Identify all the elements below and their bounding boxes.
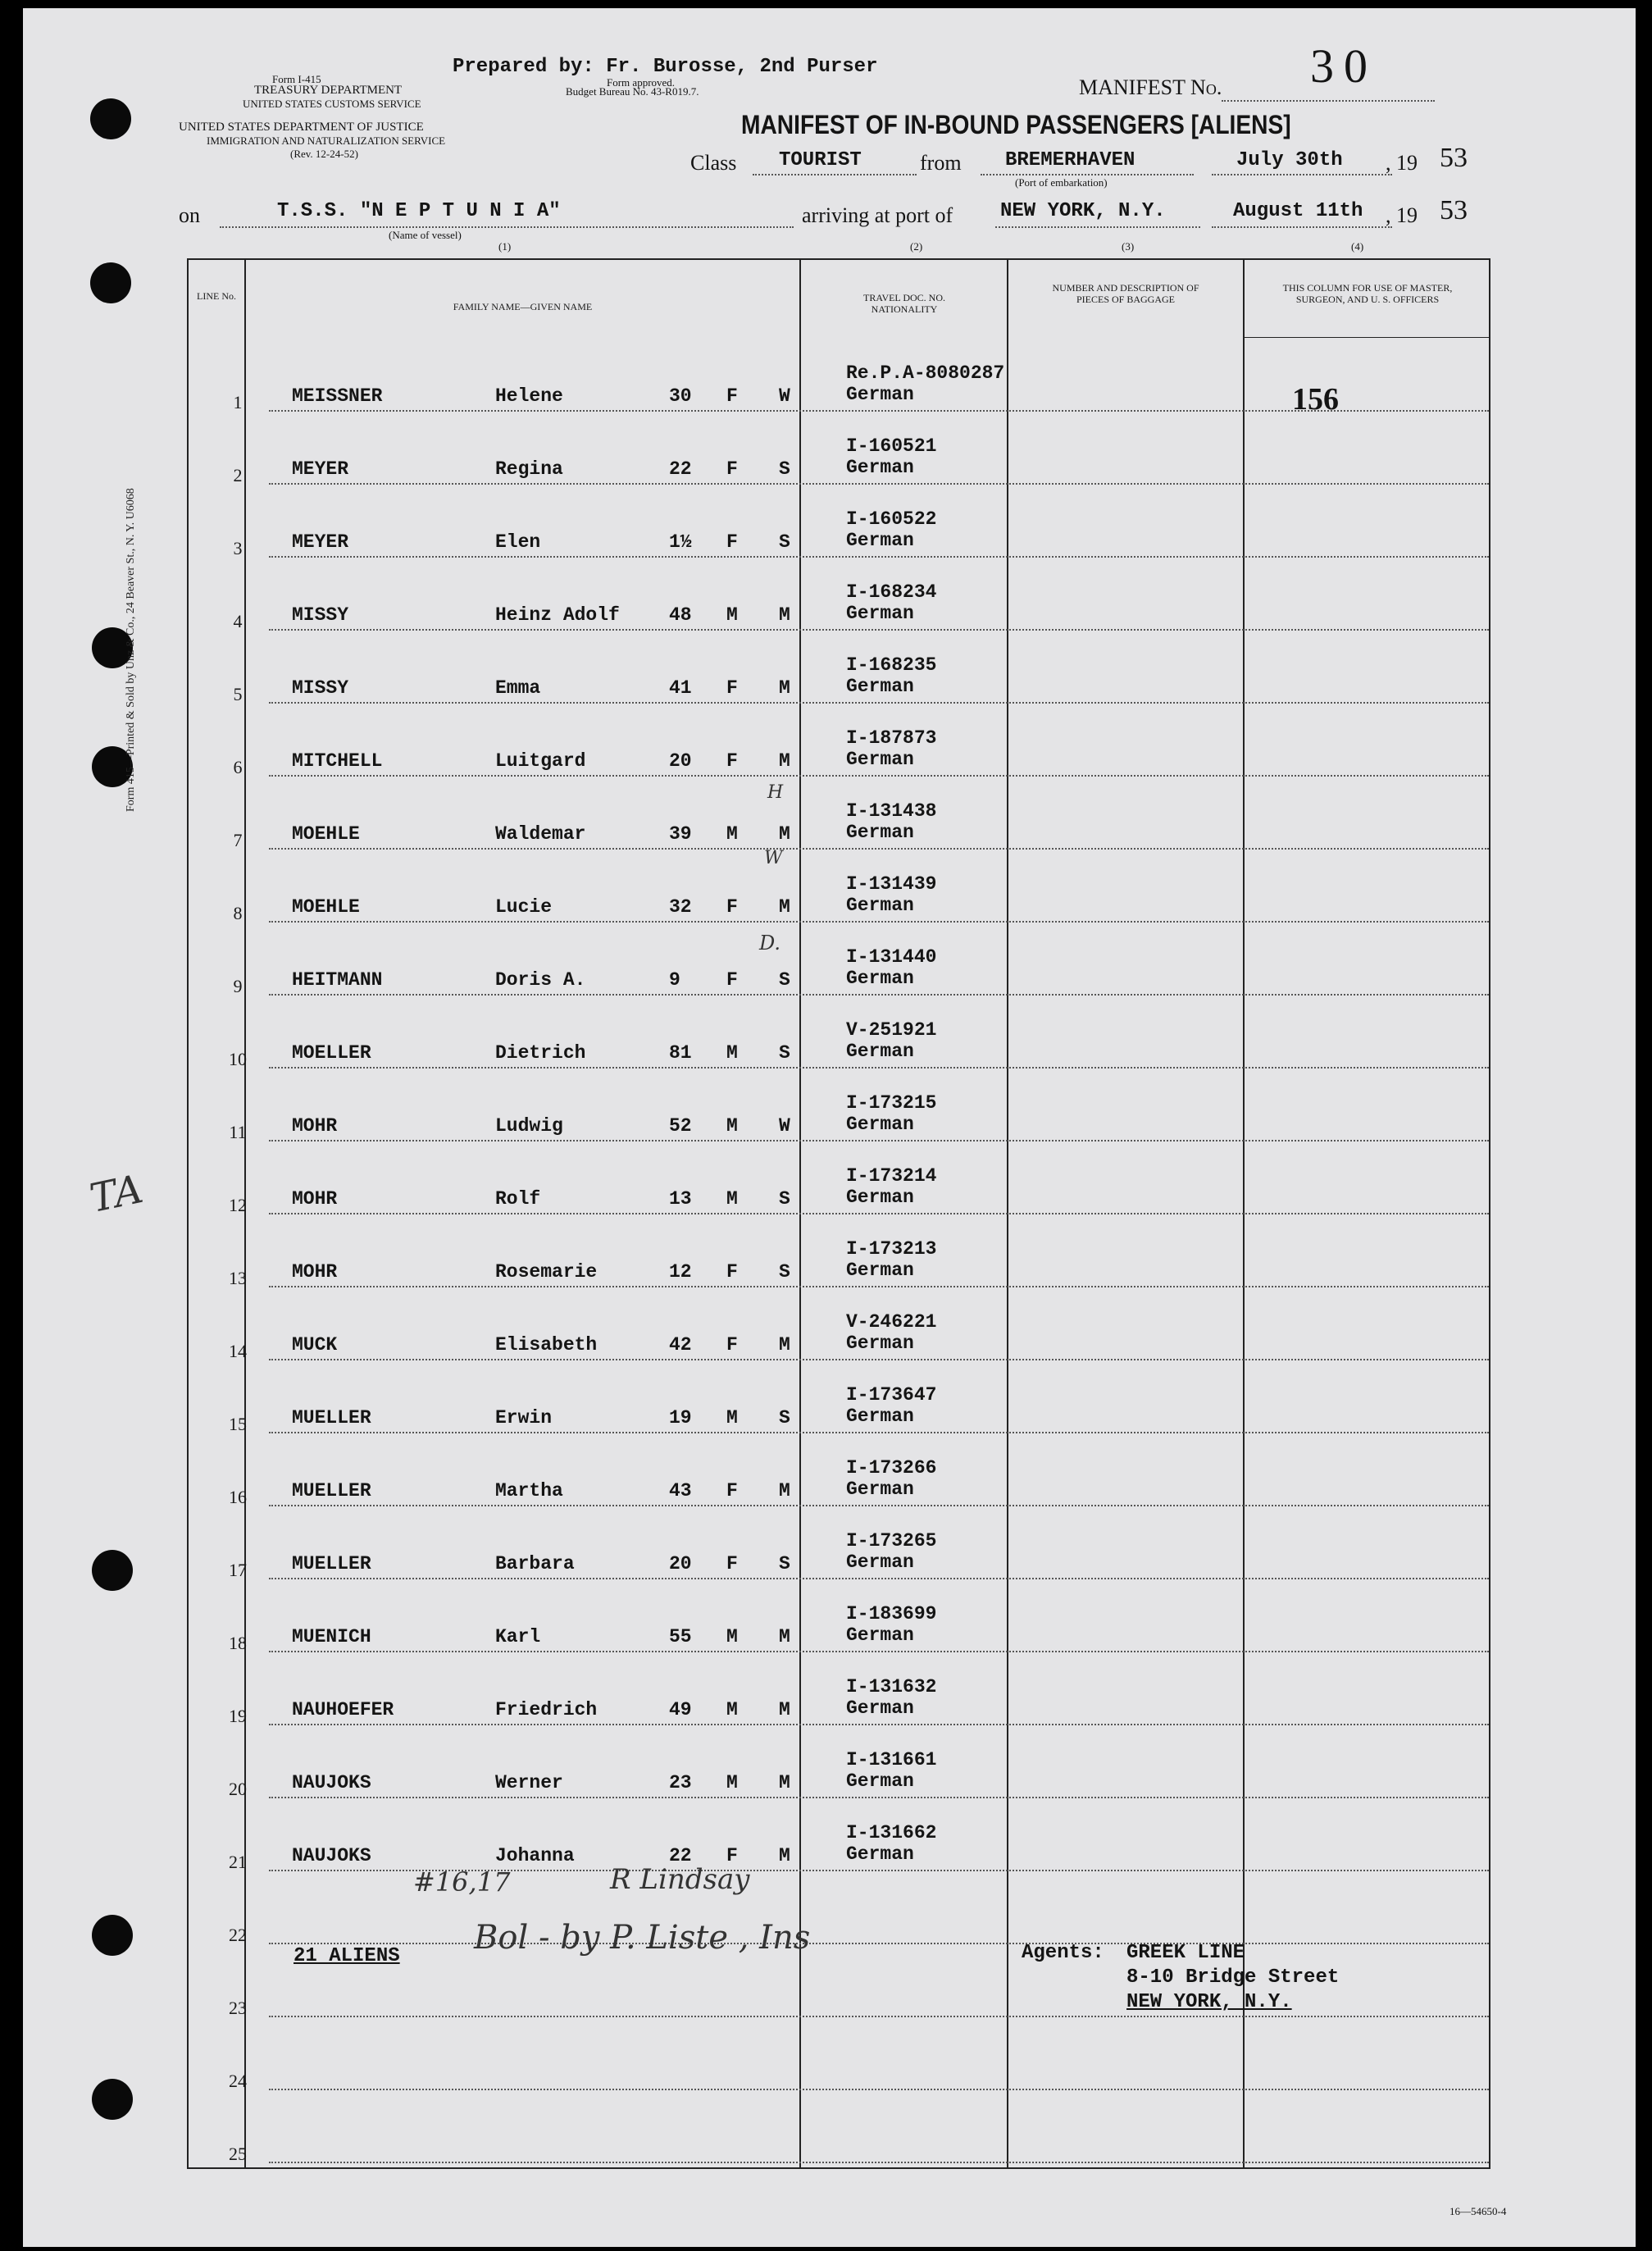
line-number: 8	[233, 903, 243, 923]
col-header-travel-doc: TRAVEL DOC. NO. NATIONALITY	[862, 292, 945, 315]
age: 32	[669, 896, 692, 918]
budget-bureau: Budget Bureau No. 43-R019.7.	[566, 85, 699, 98]
given-name: Helene	[495, 385, 563, 407]
marital-status: M	[779, 896, 790, 918]
sex: M	[726, 1626, 738, 1647]
line-number: 15	[229, 1414, 247, 1434]
line-number: 24	[229, 2071, 247, 2091]
prepared-by: Prepared by: Fr. Burosse, 2nd Purser	[453, 56, 878, 78]
class-value: TOURIST	[779, 149, 862, 171]
from-value: BREMERHAVEN	[1005, 149, 1135, 171]
line-number: 1	[233, 392, 243, 412]
handwritten-signature-1: R Lindsay	[610, 1863, 750, 1896]
nationality: German	[846, 822, 914, 843]
line-number: 14	[229, 1341, 247, 1361]
sex: M	[726, 1407, 738, 1429]
line-number: 18	[229, 1633, 247, 1653]
given-name: Dietrich	[495, 1042, 586, 1064]
marital-status: M	[779, 1772, 790, 1793]
age: 22	[669, 1845, 692, 1866]
sex: F	[726, 1553, 738, 1574]
travel-doc-no: I-173266	[846, 1457, 937, 1479]
sex: M	[726, 1699, 738, 1720]
marital-status: S	[779, 1042, 790, 1064]
family-name: MOHR	[292, 1115, 338, 1137]
justice-dept: UNITED STATES DEPARTMENT OF JUSTICE	[179, 121, 424, 134]
row-rule	[269, 775, 1489, 777]
nationality: German	[846, 1697, 914, 1719]
vessel-col-num: (1)	[498, 240, 512, 253]
given-name: Luitgard	[495, 750, 586, 772]
vessel-name: T.S.S. "N E P T U N I A"	[277, 200, 561, 222]
marital-status: M	[779, 1699, 790, 1720]
nationality: German	[846, 1114, 914, 1135]
arrival-port: NEW YORK, N.Y.	[1000, 200, 1166, 222]
marital-status: S	[779, 458, 790, 480]
age: 20	[669, 750, 692, 772]
family-mark-h: H	[767, 782, 784, 803]
manifest-page	[23, 8, 1636, 2247]
row-rule	[269, 848, 1489, 850]
marital-status: M	[779, 1480, 790, 1501]
given-name: Ludwig	[495, 1115, 563, 1137]
age: 39	[669, 823, 692, 845]
arrival-date-line	[1212, 226, 1392, 228]
given-name: Barbara	[495, 1553, 575, 1574]
age: 23	[669, 1772, 692, 1793]
ins: IMMIGRATION AND NATURALIZATION SERVICE	[207, 134, 446, 147]
family-name: NAUHOEFER	[292, 1699, 394, 1720]
sex: M	[726, 1042, 738, 1064]
family-name: MOEHLE	[292, 896, 360, 918]
age: 42	[669, 1334, 692, 1356]
agents-label: Agents:	[1022, 1942, 1104, 1964]
row-rule	[269, 994, 1489, 996]
manifest-no-line	[1222, 100, 1435, 102]
travel-doc-no: I-131438	[846, 800, 937, 822]
manifest-title: MANIFEST OF IN-BOUND PASSENGERS [ALIENS]	[741, 110, 1291, 139]
line-number: 19	[229, 1706, 247, 1726]
family-name: MITCHELL	[292, 750, 383, 772]
port-caption: (Port of embarkation)	[1015, 176, 1108, 189]
age: 55	[669, 1626, 692, 1647]
family-name: MISSY	[292, 677, 349, 699]
sex: M	[726, 604, 738, 626]
given-name: Rosemarie	[495, 1261, 598, 1283]
marital-status: S	[779, 1188, 790, 1210]
row-rule	[269, 2016, 1489, 2017]
age: 52	[669, 1115, 692, 1137]
nationality: German	[846, 1843, 914, 1865]
travel-doc-no: I-173215	[846, 1092, 937, 1114]
departure-date: July 30th	[1236, 149, 1343, 171]
given-name: Friedrich	[495, 1699, 598, 1720]
family-name: MUELLER	[292, 1553, 371, 1574]
marital-status: W	[779, 1115, 790, 1137]
side-initials: TA	[85, 1165, 148, 1223]
col2-num: (2)	[910, 240, 923, 253]
marital-status: S	[779, 531, 790, 553]
marital-status: S	[779, 969, 790, 991]
given-name: Waldemar	[495, 823, 586, 845]
sex: F	[726, 896, 738, 918]
travel-doc-no: I-173214	[846, 1165, 937, 1187]
row-rule	[269, 1432, 1489, 1433]
row-rule	[269, 1578, 1489, 1579]
on-label: on	[179, 203, 200, 227]
treasury-dept: TREASURY DEPARTMENT	[254, 84, 403, 97]
age: 12	[669, 1261, 692, 1283]
marital-status: M	[779, 823, 790, 845]
marital-status: M	[779, 1626, 790, 1647]
col4-num: (4)	[1351, 240, 1364, 253]
marital-status: M	[779, 750, 790, 772]
family-name: MOELLER	[292, 1042, 371, 1064]
sex: F	[726, 1845, 738, 1866]
given-name: Erwin	[495, 1407, 553, 1429]
given-name: Rolf	[495, 1188, 541, 1210]
row-rule	[269, 1797, 1489, 1798]
line-number: 7	[233, 830, 243, 850]
family-name: HEITMANN	[292, 969, 383, 991]
travel-doc-no: I-173647	[846, 1384, 937, 1406]
row-rule	[269, 1286, 1489, 1287]
age: 20	[669, 1553, 692, 1574]
age: 19	[669, 1407, 692, 1429]
travel-doc-no: I-168235	[846, 654, 937, 676]
nationality: German	[846, 1624, 914, 1646]
nationality: German	[846, 749, 914, 770]
line-number: 16	[229, 1487, 247, 1507]
age: 1½	[669, 531, 692, 553]
sex: M	[726, 823, 738, 845]
nationality: German	[846, 1479, 914, 1500]
row-rule	[269, 1943, 1489, 1944]
family-name: MISSY	[292, 604, 349, 626]
row-rule	[269, 629, 1489, 631]
line-number: 25	[229, 2144, 247, 2164]
nationality: German	[846, 1552, 914, 1573]
age: 13	[669, 1188, 692, 1210]
travel-doc-no: I-131661	[846, 1749, 937, 1770]
travel-doc-no: V-251921	[846, 1019, 937, 1041]
given-name: Karl	[495, 1626, 541, 1647]
family-name: NAUJOKS	[292, 1845, 371, 1866]
travel-doc-no: I-183699	[846, 1603, 937, 1624]
handwritten-signature-2: Bol - by P. Liste , Ins	[474, 1919, 811, 1957]
from-label: from	[920, 151, 962, 175]
travel-doc-no: I-160522	[846, 508, 937, 530]
given-name: Martha	[495, 1480, 563, 1501]
agents-line2: 8-10 Bridge Street	[1126, 1966, 1340, 1989]
row-rule	[269, 1724, 1489, 1725]
travel-doc-no: I-131440	[846, 946, 937, 968]
arrival-date: August 11th	[1233, 200, 1363, 222]
binder-hole	[90, 98, 131, 139]
given-name: Doris A.	[495, 969, 586, 991]
row-rule	[269, 1213, 1489, 1214]
form-code: 16—54650-4	[1449, 2205, 1507, 2217]
revision: (Rev. 12-24-52)	[290, 148, 358, 160]
nationality: German	[846, 384, 914, 405]
given-name: Regina	[495, 458, 563, 480]
col3-num: (3)	[1122, 240, 1135, 253]
row-rule	[269, 1140, 1489, 1141]
family-name: MEISSNER	[292, 385, 383, 407]
binder-hole	[92, 1915, 133, 1956]
marital-status: W	[779, 385, 790, 407]
arrival-year-prefix: , 19	[1386, 203, 1418, 227]
family-name: MUELLER	[292, 1480, 371, 1501]
age: 41	[669, 677, 692, 699]
departure-year: 53	[1440, 143, 1468, 173]
handwritten-lines: #16,17	[413, 1866, 511, 1898]
row-rule	[269, 2089, 1489, 2090]
nationality: German	[846, 530, 914, 551]
officer-note: 156	[1292, 382, 1339, 417]
form-number: Form I-415	[272, 73, 321, 85]
vessel-caption: (Name of vessel)	[389, 229, 462, 241]
nationality: German	[846, 676, 914, 697]
family-name: MOHR	[292, 1188, 338, 1210]
line-number: 4	[233, 611, 243, 631]
binder-hole	[90, 262, 131, 303]
class-label: Class	[690, 151, 737, 175]
family-name: MOHR	[292, 1261, 338, 1283]
travel-doc-no: I-187873	[846, 727, 937, 749]
travel-doc-no: Re.P.A-8080287	[846, 362, 1005, 384]
sex: F	[726, 458, 738, 480]
nationality: German	[846, 1406, 914, 1427]
travel-doc-no: I-168234	[846, 581, 937, 603]
marital-status: M	[779, 1334, 790, 1356]
line-number: 13	[229, 1268, 247, 1288]
travel-doc-no: I-131662	[846, 1822, 937, 1843]
col-header-baggage: NUMBER AND DESCRIPTION OF PIECES OF BAGGAGE	[1052, 282, 1199, 305]
given-name: Heinz Adolf	[495, 604, 620, 626]
sex: F	[726, 385, 738, 407]
line-number: 3	[233, 538, 243, 558]
nationality: German	[846, 1187, 914, 1208]
marital-status: S	[779, 1407, 790, 1429]
class-line	[753, 174, 917, 175]
family-mark-d: D.	[759, 932, 781, 955]
binder-hole	[92, 2079, 133, 2120]
age: 49	[669, 1699, 692, 1720]
nationality: German	[846, 968, 914, 989]
line-number: 21	[229, 1852, 247, 1872]
sex: F	[726, 1261, 738, 1283]
sex: F	[726, 1334, 738, 1356]
departure-year-prefix: , 19	[1386, 151, 1418, 175]
given-name: Emma	[495, 677, 541, 699]
family-name: NAUJOKS	[292, 1772, 371, 1793]
travel-doc-no: I-173213	[846, 1238, 937, 1260]
nationality: German	[846, 457, 914, 478]
agents-line1: GREEK LINE	[1126, 1942, 1245, 1964]
vessel-line	[220, 226, 794, 228]
line-number: 12	[229, 1195, 247, 1215]
line-number: 5	[233, 684, 243, 704]
sex: F	[726, 1480, 738, 1501]
sex: F	[726, 969, 738, 991]
family-name: MUENICH	[292, 1626, 371, 1647]
line-number: 6	[233, 757, 243, 777]
line-number: 20	[229, 1779, 247, 1799]
binder-hole	[92, 1550, 133, 1591]
sex: M	[726, 1115, 738, 1137]
line-number: 17	[229, 1560, 247, 1580]
printer-note: Form 415—Printed & Sold by Unz & Co., 24 Beaver St., N. Y. U6068	[125, 488, 137, 812]
row-rule	[269, 1505, 1489, 1506]
given-name: Elen	[495, 531, 541, 553]
travel-doc-no: V-246221	[846, 1311, 937, 1333]
row-rule	[269, 1651, 1489, 1652]
marital-status: S	[779, 1261, 790, 1283]
sex: F	[726, 750, 738, 772]
row-rule	[269, 1359, 1489, 1360]
arrival-port-line	[995, 226, 1200, 228]
family-name: MOEHLE	[292, 823, 360, 845]
given-name: Lucie	[495, 896, 553, 918]
row-rule	[269, 483, 1489, 485]
nationality: German	[846, 895, 914, 916]
marital-status: M	[779, 604, 790, 626]
family-name: MUCK	[292, 1334, 338, 1356]
nationality: German	[846, 1770, 914, 1792]
age: 48	[669, 604, 692, 626]
customs-service: UNITED STATES CUSTOMS SERVICE	[243, 98, 421, 110]
row-rule	[269, 556, 1489, 558]
agents-line3: NEW YORK, N.Y.	[1126, 1991, 1292, 2013]
col-header-officers: THIS COLUMN FOR USE OF MASTER, SURGEON, AND U. S. OFFICERS	[1282, 282, 1453, 305]
line-number: 9	[233, 976, 243, 996]
age: 9	[669, 969, 680, 991]
line-number: 11	[229, 1122, 247, 1142]
family-name: MUELLER	[292, 1407, 371, 1429]
travel-doc-no: I-131632	[846, 1676, 937, 1697]
given-name: Elisabeth	[495, 1334, 598, 1356]
form-approved: Form approved.	[607, 76, 676, 89]
sex: M	[726, 1772, 738, 1793]
manifest-label: MANIFEST No.	[1079, 75, 1222, 99]
arrival-year: 53	[1440, 195, 1468, 226]
marital-status: M	[779, 1845, 790, 1866]
age: 30	[669, 385, 692, 407]
line-number: 2	[233, 465, 243, 485]
family-name: MEYER	[292, 458, 349, 480]
nationality: German	[846, 1041, 914, 1062]
col-header-line: LINE No.	[197, 290, 236, 302]
row-rule	[269, 1067, 1489, 1069]
row-rule	[269, 2162, 1489, 2163]
row-rule	[269, 921, 1489, 923]
manifest-number: 30	[1310, 39, 1377, 93]
from-line	[981, 174, 1194, 175]
sex: M	[726, 1188, 738, 1210]
age: 43	[669, 1480, 692, 1501]
line-number: 23	[229, 1998, 247, 2018]
marital-status: M	[779, 677, 790, 699]
family-mark-w: W	[764, 848, 783, 868]
marital-status: S	[779, 1553, 790, 1574]
given-name: Johanna	[495, 1845, 575, 1866]
travel-doc-no: I-160521	[846, 435, 937, 457]
sex: F	[726, 677, 738, 699]
nationality: German	[846, 603, 914, 624]
travel-doc-no: I-131439	[846, 873, 937, 895]
sex: F	[726, 531, 738, 553]
arriving-label: arriving at port of	[802, 203, 953, 227]
total-aliens: 21 ALIENS	[294, 1945, 400, 1967]
travel-doc-no: I-173265	[846, 1530, 937, 1552]
age: 81	[669, 1042, 692, 1064]
given-name: Werner	[495, 1772, 563, 1793]
family-name: MEYER	[292, 531, 349, 553]
line-number: 10	[229, 1049, 247, 1069]
nationality: German	[846, 1260, 914, 1281]
departure-line	[1212, 174, 1392, 175]
nationality: German	[846, 1333, 914, 1354]
col-header-name: FAMILY NAME—GIVEN NAME	[453, 301, 593, 312]
row-rule	[269, 702, 1489, 704]
age: 22	[669, 458, 692, 480]
line-number: 22	[229, 1925, 247, 1945]
